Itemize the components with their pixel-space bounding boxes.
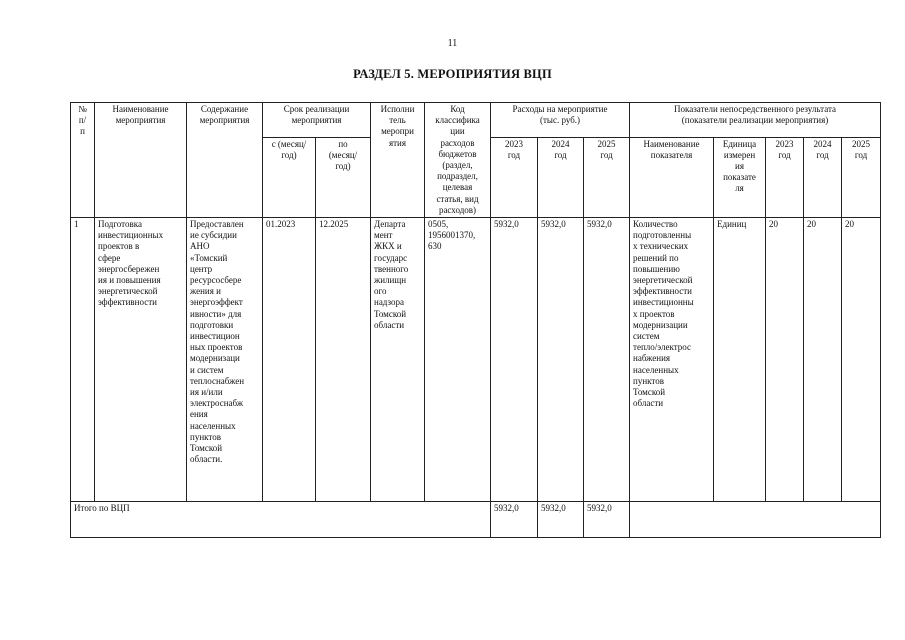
header-term: Срок реализации мероприятия: [263, 103, 371, 138]
row-ind-2025: 20: [842, 218, 881, 502]
total-exp-2023: 5932,0: [491, 502, 538, 538]
header-content: Содержание мероприятия: [187, 103, 263, 218]
header-ind-2025: 2025 год: [842, 137, 881, 217]
row-from: 01.2023: [263, 218, 316, 502]
header-term-from: с (месяц/ год): [263, 137, 316, 217]
header-ind-2024: 2024 год: [804, 137, 842, 217]
header-indicators: Показатели непосредственного результата (показатели реализации мероприятия): [630, 103, 881, 138]
header-executor: Исполни тель меропри ятия: [371, 103, 425, 218]
row-exp-2024: 5932,0: [538, 218, 584, 502]
total-row: [71, 502, 881, 538]
section-title: РАЗДЕЛ 5. МЕРОПРИЯТИЯ ВЦП: [353, 67, 552, 81]
row-executor: Департа мент ЖКХ и государс твенного жилищн ого надзора Томской области: [371, 218, 425, 502]
header-exp-2023: 2023 год: [491, 137, 538, 217]
header-exp-2025: 2025 год: [584, 137, 630, 217]
page-number: 11: [447, 38, 458, 49]
header-expenses: Расходы на мероприятие (тыс. руб.): [491, 103, 630, 138]
row-ind-name: Количество подготовленны х технических решений по повышению энергетической эффективности инвестиционны х проектов модернизации систем тепло/электрос набжения населенных пунктов Томской области: [630, 218, 714, 502]
row-ind-unit: Единиц: [714, 218, 766, 502]
row-content: Предоставлен ие субсидии АНО «Томский центр ресурсосбере жения и энергоэффект ивности» для подготовки инвестицион ных проектов модернизаци и систем теплоснабжен ия и/или электроснабж ения населенных пунктов Томской области.: [187, 218, 263, 502]
header-row-1: [71, 103, 881, 138]
header-ind-name: Наименование показателя: [630, 137, 714, 217]
header-ind-unit: Единица измерен ия показате ля: [714, 137, 766, 217]
total-label: Итого по ВЦП: [71, 502, 491, 538]
header-ind-2023: 2023 год: [766, 137, 804, 217]
row-ind-2024: 20: [804, 218, 842, 502]
total-exp-2024: 5932,0: [538, 502, 584, 538]
total-indicators-empty: [630, 502, 881, 538]
total-exp-2025: 5932,0: [584, 502, 630, 538]
header-num: № п/ п: [71, 103, 95, 218]
table-row: [71, 218, 881, 502]
row-to: 12.2025: [316, 218, 371, 502]
row-exp-2023: 5932,0: [491, 218, 538, 502]
header-code: Код классифика ции расходов бюджетов (раздел, подраздел, целевая статья, вид расходов): [425, 103, 491, 218]
row-name: Подготовка инвестиционных проектов в сфере энергосбережен ия и повышения энергетической эффективности: [95, 218, 187, 502]
header-name: Наименование мероприятия: [95, 103, 187, 218]
row-num: 1: [71, 218, 95, 502]
header-term-to: по (месяц/ год): [316, 137, 371, 217]
header-exp-2024: 2024 год: [538, 137, 584, 217]
measures-table: [70, 102, 881, 538]
row-exp-2025: 5932,0: [584, 218, 630, 502]
row-code: 0505, 1956001370, 630: [425, 218, 491, 502]
row-ind-2023: 20: [766, 218, 804, 502]
